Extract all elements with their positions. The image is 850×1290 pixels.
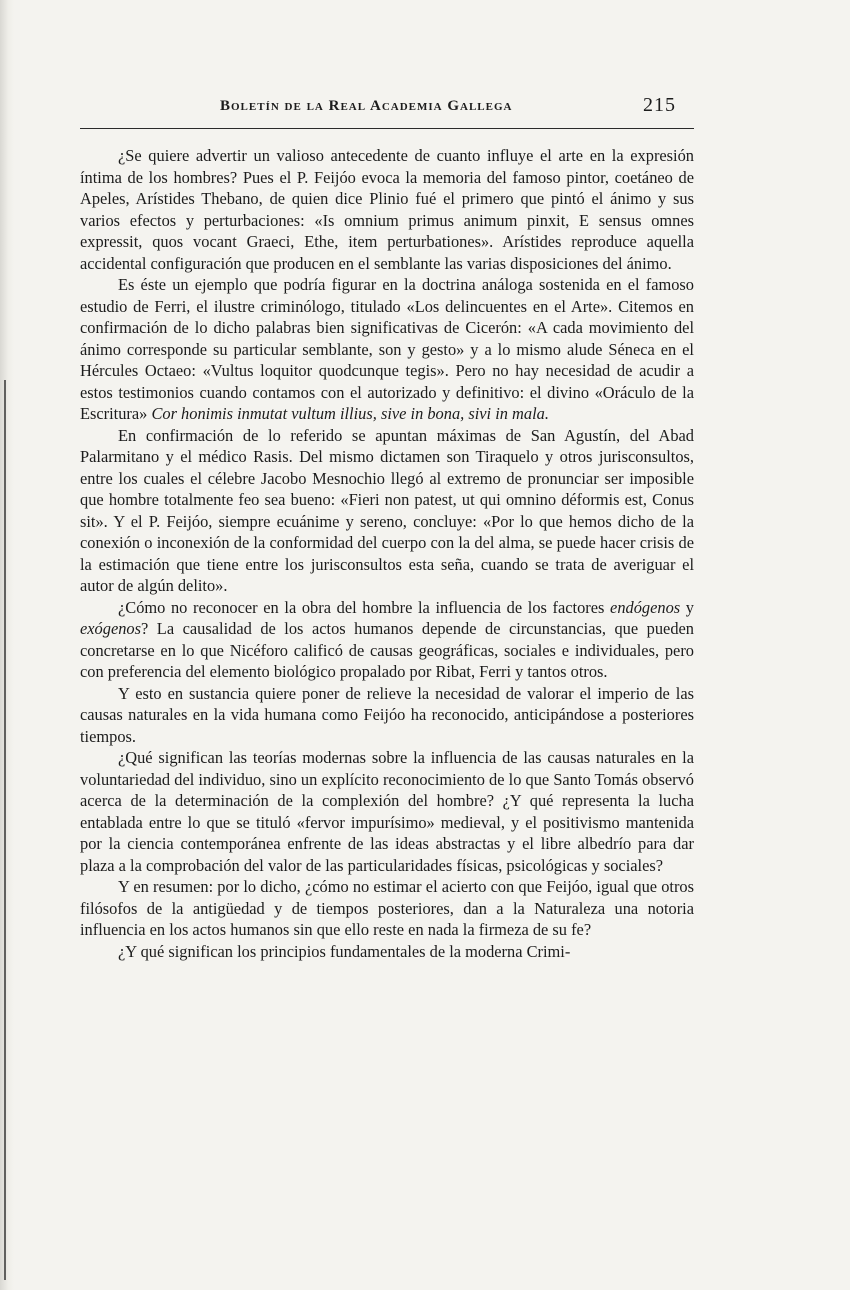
paragraph	[80, 425, 694, 597]
page-header	[80, 96, 694, 129]
paragraph-text: ¿Y qué significan los principios fundamentales de la moderna Crimi-	[118, 941, 571, 961]
paragraph-text: Es éste un ejemplo que podría figurar en la doctrina análoga sostenida en el famoso estudio de Ferri, el ilustre criminólogo, titulado «Los delincuentes en el Arte». Citemos en confirmación de lo dicho palabras bien significativas de Cicerón: «A cada movimiento del ánimo corresponde su particular semblante, son y gesto» y a lo mismo alude Séneca en el Hércules Octaeo: «Vultus loquitor quodcunque tegis». Pero no hay necesidad de acudir a estos testimonios cuando contamos con el autorizado y definitivo: el divino «Oráculo de la Escritura»	[80, 275, 694, 423]
paragraph	[80, 941, 694, 963]
paragraph-text: ¿Cómo no reconocer en la obra del hombre la influencia de los factores	[118, 597, 611, 617]
paragraph-text: ¿Qué significan las teorías modernas sobre la influencia de las causas naturales en la voluntariedad del individuo, sino un explícito reconocimiento de lo que Santo Tomás observó acerca de la determinación de la complexión del hombre? ¿Y qué representa la lucha entablada entre lo que se tituló «fervor impurísimo» medieval, y el positivismo mantenida por la ciencia contemporánea enfrente de las ideas abstractas y el libre albedrío para dar plaza a la comprobación del valor de las particularidades físicas, psicológicas y sociales?	[80, 748, 694, 875]
body-text	[80, 145, 694, 962]
paragraph-text: En confirmación de lo referido se apuntan máximas de San Agustín, del Abad Palarmitano y el médico Rasis. Del mismo dictamen son Tiraquelo y otros jurisconsultos, entre los cuales el célebre Jacobo Mesnochio llegó al extremo de pronunciar ser imposible que hombre totalmente feo sea bueno: «Fieri non patest, ut qui omnino déformis est, Conus sit». Y el P. Feijóo, siempre ecuánime y sereno, concluye: «Por lo que hemos dicho de la conexión o inconexión de la conformidad del cuerpo con la del alma, se puede hacer crisis de la estimación que tiene entre los jurisconsultos esta seña, cuando se trata de averiguar el autor de algún delito».	[80, 425, 694, 595]
paragraph	[80, 274, 694, 425]
page-number: 215	[643, 94, 676, 116]
paragraph	[80, 597, 694, 683]
paragraph-text: y	[680, 597, 694, 617]
latin-quotation: Cor honimis inmutat vultum illius, sive in bona, sivi in mala.	[151, 404, 549, 423]
paragraph-text: ? La causalidad de los actos humanos depende de circunstancias, que pueden concretarse en lo que Nicéforo calificó de causas geográficas, sociales e individuales, pero con preferencia del elemento biológico propalado por Ribat, Ferri y tantos otros.	[80, 619, 694, 681]
page-binding-edge	[0, 0, 14, 1290]
paragraph-text: ¿Se quiere advertir un valioso antecedente de cuanto influye el arte en la expresión íntima de los hombres? Pues el P. Feijóo evoca la memoria del famoso pintor, coetáneo de Apeles, Arístides Thebano, de quien dice Plinio fué el primero que pintó el ánimo y sus varios efectos y perturbaciones: «Is omnium primus animum pinxit, E sensus omnes expressit, quos vocant Graeci, Ethe, item perturbationes». Arístides reproduce aquella accidental configuración que producen en el semblante las varias disposiciones del ánimo.	[80, 146, 694, 273]
paragraph	[80, 145, 694, 274]
paragraph-text: Y en resumen: por lo dicho, ¿cómo no estimar el acierto con que Feijóo, igual que otros filósofos de la antigüedad y de tiempos posteriores, dan a la Naturaleza una notoria influencia en los actos humanos sin que ello reste en nada la firmeza de su fe?	[80, 877, 694, 939]
running-title: Boletín de la Real Academia Gallega	[220, 98, 513, 114]
paragraph-text: Y esto en sustancia quiere poner de relieve la necesidad de valorar el imperio de las causas naturales en la vida humana como Feijóo ha reconocido, anticipándose a posteriores tiempos.	[80, 683, 694, 746]
italic-term: endógenos	[610, 597, 681, 617]
italic-term: exógenos	[80, 619, 141, 638]
paragraph	[80, 683, 694, 748]
paragraph	[80, 747, 694, 876]
paragraph	[80, 876, 694, 941]
